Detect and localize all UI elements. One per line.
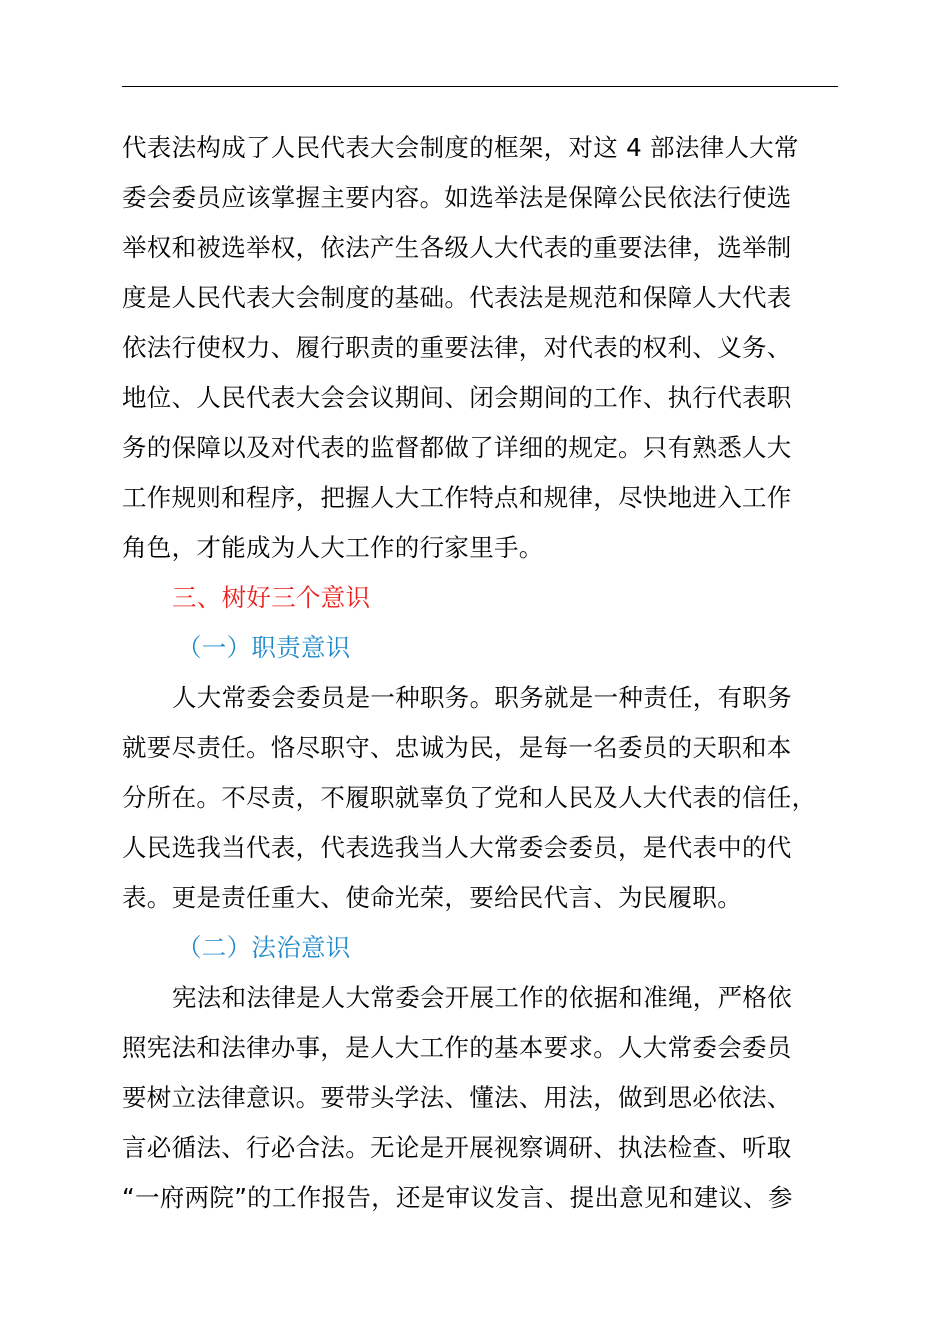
paragraph-line: 就要尽责任。恪尽职守、忠诚为民，是每一名委员的天职和本 bbox=[122, 733, 792, 762]
paragraph-line: 宪法和法律是人大常委会开展工作的依据和准绳，严格依 bbox=[172, 983, 792, 1012]
text-line: 角色，才能成为人大工作的行家里手。 bbox=[122, 533, 544, 562]
subheading-rule-of-law: （二）法治意识 bbox=[177, 933, 351, 962]
header-rule bbox=[122, 86, 838, 87]
paragraph-line: 表。更是责任重大、使命光荣，要给民代言、为民履职。 bbox=[122, 883, 742, 912]
subheading-duty: （一）职责意识 bbox=[177, 633, 351, 662]
text-line: 度是人民代表大会制度的基础。代表法是规范和保障人大代表 bbox=[122, 283, 792, 312]
text-line: 地位、人民代表大会会议期间、闭会期间的工作、执行代表职 bbox=[122, 383, 792, 412]
text-line: 委会委员应该掌握主要内容。如选举法是保障公民依法行使选 bbox=[122, 183, 792, 212]
paragraph-line: 要树立法律意识。要带头学法、懂法、用法，做到思必依法、 bbox=[122, 1083, 792, 1112]
paragraph-line: 人大常委会委员是一种职务。职务就是一种责任，有职务 bbox=[172, 683, 792, 712]
text-line: 依法行使权力、履行职责的重要法律，对代表的权利、义务、 bbox=[122, 333, 792, 362]
paragraph-line: 言必循法、行必合法。无论是开展视察调研、执法检查、听取 bbox=[122, 1133, 792, 1162]
text-line: 工作规则和程序，把握人大工作特点和规律，尽快地进入工作 bbox=[122, 483, 792, 512]
paragraph-line: 分所在。不尽责，不履职就辜负了党和人民及人大代表的信任， bbox=[122, 783, 817, 812]
section-heading: 三、树好三个意识 bbox=[172, 583, 371, 612]
document-body bbox=[122, 123, 862, 1223]
paragraph-line: 人民选我当代表，代表选我当人大常委会委员，是代表中的代 bbox=[122, 833, 792, 862]
text-line: 代表法构成了人民代表大会制度的框架，对这 4 部法律人大常 bbox=[122, 133, 799, 162]
text-line: 举权和被选举权，依法产生各级人大代表的重要法律，选举制 bbox=[122, 233, 792, 262]
paragraph-line: “一府两院”的工作报告，还是审议发言、提出意见和建议、参 bbox=[122, 1183, 793, 1212]
paragraph-line: 照宪法和法律办事，是人大工作的基本要求。人大常委会委员 bbox=[122, 1033, 792, 1062]
text-line: 务的保障以及对代表的监督都做了详细的规定。只有熟悉人大 bbox=[122, 433, 792, 462]
